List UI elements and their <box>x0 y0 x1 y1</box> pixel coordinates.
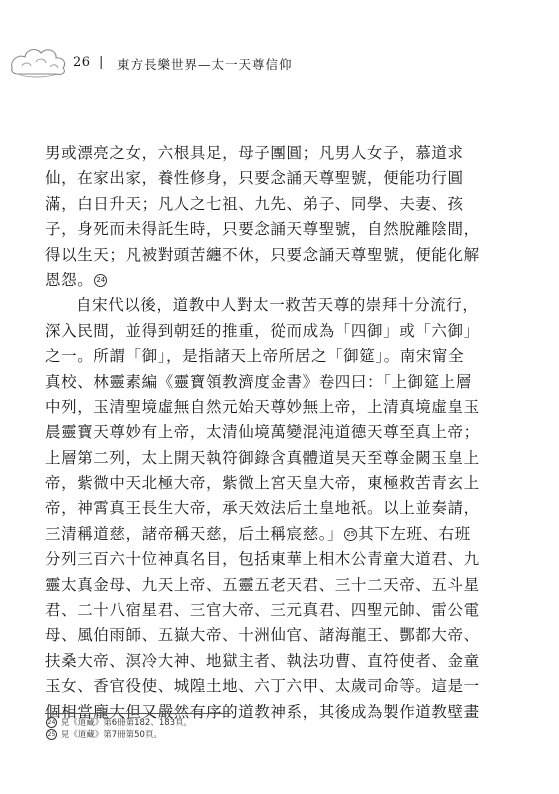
text-line <box>45 573 515 598</box>
line-text: 中列，玉清聖境虛無自然元始天尊妙無上帝，上清真境虛皇玉 <box>45 397 480 416</box>
text-line <box>45 192 515 217</box>
line-text: 自宋代以後，道教中人對太一救苦天尊的崇拜十分流行， <box>76 296 479 315</box>
line-text: 子，身死而未得託生時，只要念誦天尊聖號，自然脫離陰間， <box>45 220 480 239</box>
header-separator: | <box>99 55 104 70</box>
line-text: 靈太真金母、九天上帝、五靈五老天君、三十二天帝、五斗星 <box>45 575 480 594</box>
footnotes <box>45 717 192 741</box>
text-line <box>45 649 515 674</box>
line-text-continued: 其下左班、右班 <box>358 524 471 543</box>
text-line <box>45 522 515 547</box>
line-text: 恩怨。 <box>45 270 94 289</box>
text-line <box>45 420 515 445</box>
page-header <box>0 40 559 86</box>
text-line <box>45 217 515 242</box>
text-line <box>45 243 515 268</box>
line-text: 上層第二列，太上開天執符御錄含真體道昊天至尊金闕玉皇上 <box>45 448 480 467</box>
text-line <box>45 471 515 496</box>
line-text: 深入民間，並得到朝廷的推重，從而成為「四御」或「六御」 <box>45 321 480 340</box>
text-line <box>45 319 515 344</box>
text-line <box>45 674 515 699</box>
footnote-text: 見《道藏》第7冊第50頁。 <box>60 730 162 740</box>
footnote <box>45 717 192 729</box>
line-text: 帝，紫微中天北極大帝，紫微上宮天皇大帝，東極救苦青玄上 <box>45 474 480 493</box>
line-text: 個相當龐大但又嚴然有序的道教神系，其後成為製作道教壁畫 <box>45 702 480 721</box>
text-line <box>45 547 515 572</box>
page-number: 26 <box>73 55 91 70</box>
line-text: 得以生天；凡被對頭苦纏不休，只要念誦天尊聖號，便能化解 <box>45 245 480 264</box>
text-line <box>45 598 515 623</box>
text-line <box>45 446 515 471</box>
text-line <box>45 293 515 318</box>
footnote-divider <box>45 713 231 714</box>
text-line <box>45 370 515 395</box>
text-line <box>45 344 515 369</box>
line-text: 母、風伯雨師、五嶽大帝、十洲仙官、諸海龍王、酆都大帝、 <box>45 626 480 645</box>
footnote-text: 見《道藏》第6冊第182、183頁。 <box>60 718 193 728</box>
text-line <box>45 141 515 166</box>
line-text: 三清稱道慈，諸帝稱天慈，后土稱宸慈。」 <box>45 524 344 543</box>
line-text: 帝，神霄真王長生大帝，承天效法后土皇地祇。以上並奏請， <box>45 499 480 518</box>
footnote-marker[interactable]: 24 <box>94 274 107 287</box>
text-line <box>45 496 515 521</box>
line-text: 之一。所謂「御」，是指諸天上帝所居之「御筵」。南宋甯全 <box>45 347 465 366</box>
line-text: 玉女、香官役使、城隍土地、六丁六甲、太歲司命等。這是一 <box>45 677 480 696</box>
footnote <box>45 729 192 741</box>
line-text: 扶桑大帝、溟冷大神、地獄主者、執法功曹、直符使者、金童 <box>45 651 480 670</box>
line-text: 仙，在家出家，養性修身，只要念誦天尊聖號，便能功行圓 <box>45 169 464 188</box>
line-text: 分列三百六十位神真名目，包括東華上相木公青童大道君、九 <box>45 550 480 569</box>
text-line <box>45 166 515 191</box>
line-text: 晨靈寶天尊妙有上帝，太清仙境萬變混沌道德天尊至真上帝； <box>45 423 480 442</box>
footnote-number: 24 <box>47 719 56 726</box>
running-title: 東方長樂世界—太一天尊信仰 <box>117 57 293 72</box>
footnote-marker[interactable]: 25 <box>344 528 357 541</box>
line-text: 真校、林靈素編《靈寶領教濟度金書》卷四曰：「上御筵上層 <box>45 372 472 391</box>
line-text: 君、二十八宿星君、三官大帝、三元真君、四聖元帥、雷公電 <box>45 601 480 620</box>
text-line <box>45 268 515 293</box>
line-text: 滿，白日升天；凡人之七祖、九先、弟子、同學、夫妻、孩 <box>45 194 464 213</box>
text-line <box>45 623 515 648</box>
cloud-ornament-icon <box>8 42 70 80</box>
line-text: 男或漂亮之女，六根具足，母子團圓；凡男人女子，慕道求 <box>45 144 464 162</box>
text-line <box>45 395 515 420</box>
body-text <box>45 141 515 725</box>
footnote-number: 25 <box>47 731 56 738</box>
